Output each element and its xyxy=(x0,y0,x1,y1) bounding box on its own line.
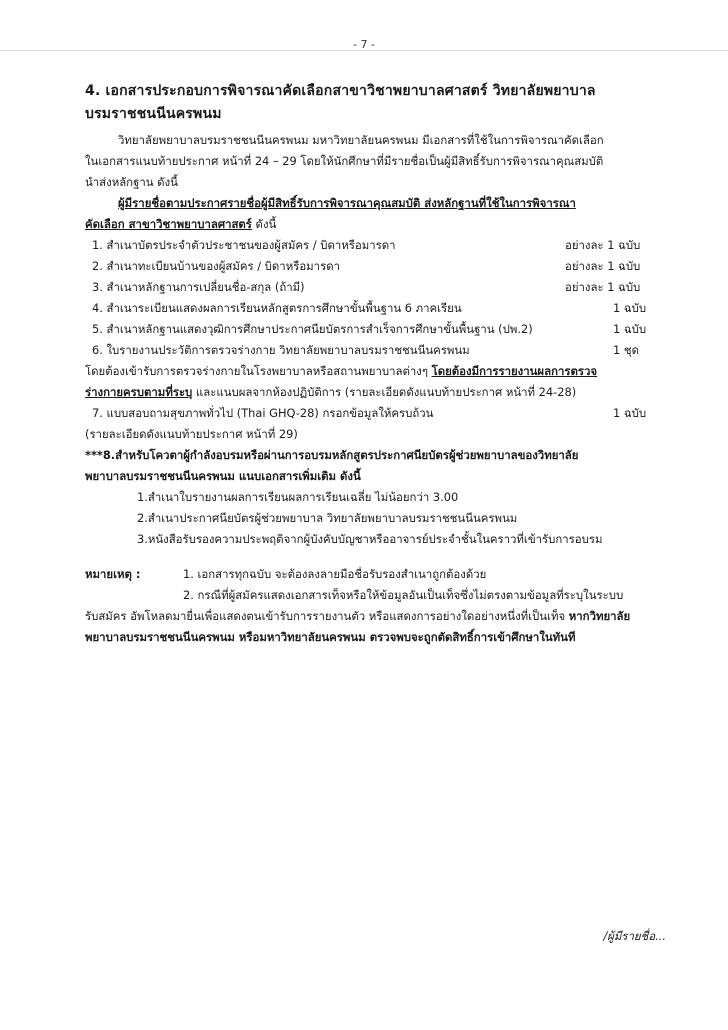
document-qty: 1 ฉบับ xyxy=(613,322,647,336)
exam-note xyxy=(85,361,665,403)
remarks-item2-cont xyxy=(85,606,665,648)
exam-note-bold1: โดยต้องมีการรายงานผลการตรวจ xyxy=(431,364,598,378)
document-text: 4. สำเนาระเบียนแสดงผลการเรียนหลักสูตรการศึกษาขั้นพื้นฐาน 6 ภาคเรียน xyxy=(92,301,462,315)
quota-line2: พยาบาลบรมราชชนนีนครพนม แนบเอกสารเพิ่มเติม ดังนี้ xyxy=(85,469,361,483)
document-text: 1. สำเนาบัตรประจำตัวประชาชนของผู้สมัคร / บิดาหรือมารดา xyxy=(92,238,396,252)
remarks-item2-bold2: พยาบาลบรมราชชนนีนครพนม หรือมหาวิทยาลัยนครพนม ตรวจพบจะถูกตัดสิทธิ์การเข้าศึกษาในทันที xyxy=(85,630,576,644)
document-item xyxy=(85,277,665,298)
quota-item: 1.สำเนาใบรายงานผลการเรียนผลการเรียนเฉลี่ย ไม่น้อยกว่า 3.00 xyxy=(137,490,459,504)
document-item xyxy=(85,340,665,361)
quota-list xyxy=(85,487,665,550)
exam-note-plain2: และแนบผลจากห้องปฏิบัติการ (รายละเอียดดังแนบท้ายประกาศ หน้าที่ 24-28) xyxy=(192,385,577,399)
quota-item: 3.หนังสือรับรองความประพฤติจากผู้บังคับบัญชาหรืออาจารย์ประจำชั้นในคราวที่เข้ารับการอบรม xyxy=(137,532,603,546)
eligible-tail: ดังนี้ xyxy=(251,217,277,231)
document-list xyxy=(85,235,665,361)
eligible-line1: ผู้มีรายชื่อตามประกาศรายชื่อผู้มีสิทธิ์รับการพิจารณาคุณสมบัติ ส่งหลักฐานที่ใช้ในการพิจารณา xyxy=(118,196,576,210)
remarks-row xyxy=(85,564,665,585)
header-rule xyxy=(0,50,728,51)
remarks-item2 xyxy=(85,585,665,606)
eligible-line2: คัดเลือก สาขาวิชาพยาบาลศาสตร์ xyxy=(85,217,252,231)
eligible-heading-cont xyxy=(85,214,665,235)
continuation-marker: /ผู้มีรายชื่อ... xyxy=(603,929,666,943)
document-qty: 1 ฉบับ xyxy=(613,406,647,420)
document-item xyxy=(85,256,665,277)
eligible-heading xyxy=(85,193,665,214)
document-text: 3. สำเนาหลักฐานการเปลี่ยนชื่อ-สกุล (ถ้ามี) xyxy=(92,280,305,294)
quota-item: 2.สำเนาประกาศนียบัตรผู้ช่วยพยาบาล วิทยาลัยพยาบาลบรมราชชนนีนครพนม xyxy=(137,511,518,525)
section-heading-line1: 4. เอกสารประกอบการพิจารณาคัดเลือกสาขาวิชาพยาบาลศาสตร์ วิทยาลัยพยาบาล xyxy=(85,83,596,99)
document-qty: อย่างละ 1 ฉบับ xyxy=(565,259,641,273)
doc7-detail-text: (รายละเอียดดังแนบท้ายประกาศ หน้าที่ 29) xyxy=(85,427,298,441)
document-text: 2. สำเนาทะเบียนบ้านของผู้สมัคร / บิดาหรือมารดา xyxy=(92,259,340,273)
intro-continuation xyxy=(85,151,665,193)
document-text: 5. สำเนาหลักฐานแสดงวุฒิการศึกษาประกาศนียบัตรการสำเร็จการศึกษาขั้นพื้นฐาน (ปพ.2) xyxy=(92,322,533,336)
document-qty: อย่างละ 1 ฉบับ xyxy=(565,280,641,294)
document-qty: 1 ชุด xyxy=(613,343,639,357)
section-heading xyxy=(85,80,665,126)
document-qty: 1 ฉบับ xyxy=(613,301,647,315)
page-number: - 7 - xyxy=(353,38,375,51)
intro-line1: วิทยาลัยพยาบาลบรมราชชนนีนครพนม มหาวิทยาลัยนครพนม มีเอกสารที่ใช้ในการพิจารณาคัดเลือก xyxy=(118,133,604,147)
quota-line1: ***8.สำหรับโควตาผู้กำลังอบรมหรือผ่านการอบรมหลักสูตรประกาศนียบัตรผู้ช่วยพยาบาลของวิทยาลัย xyxy=(85,448,579,462)
remarks-item2-line1: 2. กรณีที่ผู้สมัครแสดงเอกสารเท็จหรือให้ข้อมูลอันเป็นเท็จซึ่งไม่ตรงตามข้อมูลที่ระบุในระบบ xyxy=(183,588,624,602)
page-content xyxy=(85,80,665,648)
doc7-detail xyxy=(85,424,665,445)
document-item-7 xyxy=(85,403,665,424)
remarks-item2-bold1: หากวิทยาลัย xyxy=(568,609,631,623)
document-item xyxy=(85,319,665,340)
exam-note-bold2: ร่างกายครบตามที่ระบุ xyxy=(85,385,193,399)
intro-paragraph xyxy=(85,130,665,151)
intro-line2: ในเอกสารแนบท้ายประกาศ หน้าที่ 24 – 29 โดยให้นักศึกษาที่มีรายชื่อเป็นผู้มีสิทธิ์รับการพิจารณาคุณสมบัติ xyxy=(85,154,604,168)
intro-line3: นำส่งหลักฐาน ดังนี้ xyxy=(85,175,178,189)
quota-heading xyxy=(85,445,665,487)
document-item xyxy=(85,235,665,256)
document-qty: อย่างละ 1 ฉบับ xyxy=(565,238,641,252)
section-heading-line2: บรมราชชนนีนครพนม xyxy=(85,106,222,122)
document-text: 6. ใบรายงานประวัติการตรวจร่างกาย วิทยาลัยพยาบาลบรมราชชนนีนครพนม xyxy=(92,343,470,357)
exam-note-plain1: โดยต้องเข้ารับการตรวจร่างกายในโรงพยาบาลหรือสถานพยาบาลต่างๆ xyxy=(85,364,432,378)
document-item xyxy=(85,298,665,319)
remarks-label: หมายเหตุ : xyxy=(85,567,141,581)
remarks-item1: 1. เอกสารทุกฉบับ จะต้องลงลายมือชื่อรับรองสำเนาถูกต้องด้วย xyxy=(183,567,487,581)
document-text: 7. แบบสอบถามสุขภาพทั่วไป (Thai GHQ-28) กรอกข้อมูลให้ครบถ้วน xyxy=(92,406,434,420)
remarks-item2-line2: รับสมัคร อัพโหลดมายื่นเพื่อแสดงตนเข้ารับการรายงานตัว หรือแสดงการอย่างใดอย่างหนึ่งที่เป็นเท็จ xyxy=(85,609,569,623)
